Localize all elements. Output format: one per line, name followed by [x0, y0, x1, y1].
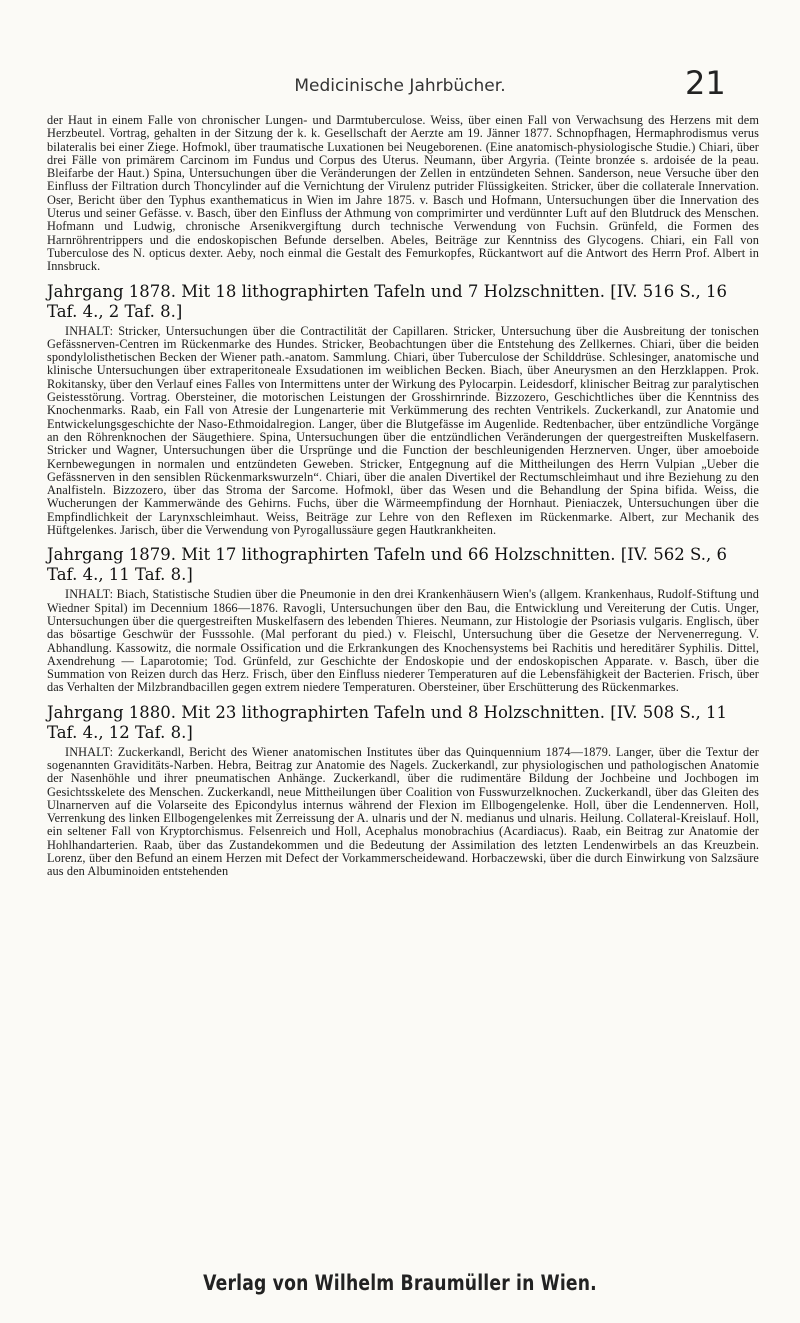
section-1880	[47, 703, 759, 879]
section-1878	[47, 282, 759, 538]
publisher-footer: Verlag von Wilhelm Braumüller in Wien.	[203, 1271, 597, 1295]
page-body	[47, 114, 759, 883]
running-title: Medicinische Jahrbücher.	[294, 76, 506, 96]
year-heading: Jahrgang 1878. Mit 18 lithographirten Tafeln und 7 Holzschnitten. [IV. 516 S., 16 Taf. 4., 2 Taf. 8.]	[47, 281, 727, 321]
year-heading: Jahrgang 1880. Mit 23 lithographirten Tafeln und 8 Holzschnitten. [IV. 508 S., 11 Taf. 4., 12 Taf. 8.]	[47, 702, 727, 742]
section-1879	[47, 545, 759, 694]
year-heading: Jahrgang 1879. Mit 17 lithographirten Tafeln und 66 Holzschnitten. [IV. 562 S., 6 Taf. 4., 11 Taf. 8.]	[47, 545, 727, 585]
contents-paragraph: INHALT: Zuckerkandl, Bericht des Wiener anatomischen Institutes über das Quinquennium 1874—1879. Langer, über die Textur der sogenannten Graviditäts-Narben. Hebra, Beitrag zur Anatomie des Nagels. Zuckerkandl, zur physiologischen und pathologischen Anatomie der Nasenhöhle und ihrer pneumatischen Anhänge. Zuckerkandl, über die rudimentäre Bildung der Jochbeine und Jochbogen im Gesichtsskelete des Menschen. Zuckerkandl, neue Mittheilungen über Coalition von Fusswurzelknochen. Zuckerkandl, über das Gleiten des Ulnarnerven auf die Volarseite des Epicondylus internus während der Flexion im Ellbogengelenke. Holl, über die Lendennerven. Holl, Verrenkung des linken Ellbogengelenkes mit Zerreissung der A. ulnaris und der N. medianus und ulnaris. Heilung. Collateral-Kreislauf. Holl, ein seltener Fall von Kryptorchismus. Felsenreich und Holl, Acephalus monobrachius (Acardiacus). Raab, ein Beitrag zur Anatomie der Hohlhandarterien. Raab, über das Zustandekommen und die Bedeutung der Assimilation des letzten Lendenwirbels an das Kreuzbein. Lorenz, über den Befund an einem Herzen mit Defect der Vorkammerscheidewand. Horbaczewski, über die durch Einwirkung von Salzsäure aus den Albuminoiden entstehenden	[47, 744, 759, 879]
page-number: 21	[685, 64, 726, 102]
contents-paragraph: INHALT: Stricker, Untersuchungen über die Contractilität der Capillaren. Stricker, Untersuchung über die Ausbreitung der tonischen Gefässnerven-Centren im Rückenmarke des Hundes. Stricker, Beobachtungen über die Entstehung des Zellkernes. Chiari, über die beiden spondylolisthetischen Becken der Wiener path.-anatom. Sammlung. Chiari, über Tuberculose der Schilddrüse. Schlesinger, anatomische und klinische Untersuchungen über extraperitoneale Exsudationen im weiblichen Becken. Biach, über Aneurysmen an den Herzklappen. Prok. Rokitansky, über den Verlauf eines Falles von Intermittens unter der Wirkung des Pylocarpin. Leidesdorf, klinischer Beitrag zur paralytischen Geistesstörung. Vortrag. Obersteiner, die motorischen Leistungen der Grosshirnrinde. Bizzozero, Geschichtliches über die Kenntniss des Knochenmarks. Raab, ein Fall von Atresie der Lungenarterie mit Verkümmerung des rechten Ventrikels. Zuckerkandl, zur Anatomie und Entwickelungsgeschichte der Naso-Ethmoidalregion. Langer, über die Blutgefässe im Augenlide. Redtenbacher, über entzündliche Vorgänge an den Röhrenknochen der Säugethiere. Spina, Untersuchungen über die entzündlichen Veränderungen der quergestreiften Muskelfasern. Stricker und Wagner, Untersuchungen über die Ursprünge und die Function der beschleunigenden Herznerven. Unger, über amoeboide Kernbewegungen in normalen und entzündeten Geweben. Stricker, Entgegnung auf die Mittheilungen des Herrn Vulpian „Ueber die Gefässnerven in den sensiblen Rückenmarkswurzeln“. Chiari, über die analen Divertikel der Rectumschleimhaut und ihre Beziehung zu den Analfisteln. Bizzozero, über das Stroma der Sarcome. Hofmokl, über das Wesen und die Behandlung der Spina bifida. Weiss, die Wucherungen der Kammerwände des Gehirns. Fuchs, über die Wärmeempfindung der Hornhaut. Pieniaczek, Untersuchungen über die Empfindlichkeit der Larynxschleimhaut. Weiss, Beiträge zur Lehre von den Reflexen im Rückenmarke. Albert, zur Mechanik des Hüftgelenkes. Jarisch, über die Verwendung von Pyrogallussäure gegen Hautkrankheiten.	[47, 323, 759, 538]
intro-paragraph: der Haut in einem Falle von chronischer Lungen- und Darmtuberculose. Weiss, über einen Fall von Verwachsung des Herzens mit dem Herzbeutel. Vortrag, gehalten in der Sitzung der k. k. Gesellschaft der Aerzte am 19. Jänner 1877. Schnopfhagen, Hermaphrodismus verus bilateralis bei einer Ziege. Hofmokl, über traumatische Luxationen bei Neugeborenen. (Eine anatomisch-physiologische Studie.) Chiari, über drei Fälle von primärem Carcinom im Fundus und Corpus des Uterus. Neumann, über Argyria. (Teinte bronzée s. ardoisée de la peau. Bleifarbe der Haut.) Spina, Untersuchungen über die Veränderungen der Zellen in entzündeten Sehnen. Sanderson, neue Versuche über den Einfluss der Filtration durch Thoncylinder auf die Vernichtung der Virulenz putrider Flüssigkeiten. Stricker, über die collaterale Innervation. Oser, Bericht über den Typhus exanthematicus in Wien im Jahre 1875. v. Basch und Hofmann, Untersuchungen über die Innervation des Uterus und seiner Gefässe. v. Basch, über den Einfluss der Athmung von comprimirter und verdünnter Luft auf den Blutdruck des Menschen. Hofmann und Ludwig, chronische Arsenikvergiftung durch technische Verwendung von Fuchsin. Grünfeld, die Formen des Harnröhrentrippers und die endoskopischen Befunde derselben. Abeles, Beiträge zur Kenntniss des Glycogens. Chiari, ein Fall von Tuberculose des N. opticus dexter. Aeby, noch einmal die Gestalt des Femurkopfes, Rückantwort auf die Antwort des Herrn Prof. Albert in Innsbruck.	[47, 113, 759, 274]
contents-paragraph: INHALT: Biach, Statistische Studien über die Pneumonie in den drei Krankenhäusern Wien's (allgem. Krankenhaus, Rudolf-Stiftung und Wiedner Spital) im Decennium 1866—1876. Ravogli, Untersuchungen über den Bau, die Entwicklung und Vereiterung der Cutis. Unger, Untersuchungen über die quergestreiften Muskelfasern des lebenden Thieres. Neumann, zur Histologie der Psoriasis vulgaris. Englisch, über das bösartige Geschwür der Fusssohle. (Mal perforant du pied.) v. Fleischl, Untersuchung über die Gesetze der Nervenerregung. V. Abhandlung. Kassowitz, die normale Ossification und die Erkrankungen des Knochensystems bei Rachitis und hereditärer Syphilis. Dittel, Axendrehung — Laparotomie; Tod. Grünfeld, zur Geschichte der Endoskopie und der endoskopischen Apparate. v. Basch, über die Summation von Reizen durch das Herz. Frisch, über den Einfluss niederer Temperaturen auf die Lebensfähigkeit der Bacterien. Frisch, über das Verhalten der Milzbrandbacillen gegen extrem niedere Temperaturen. Obersteiner, über Erschütterung des Rückenmarkes.	[47, 587, 759, 695]
page-header	[0, 64, 800, 108]
